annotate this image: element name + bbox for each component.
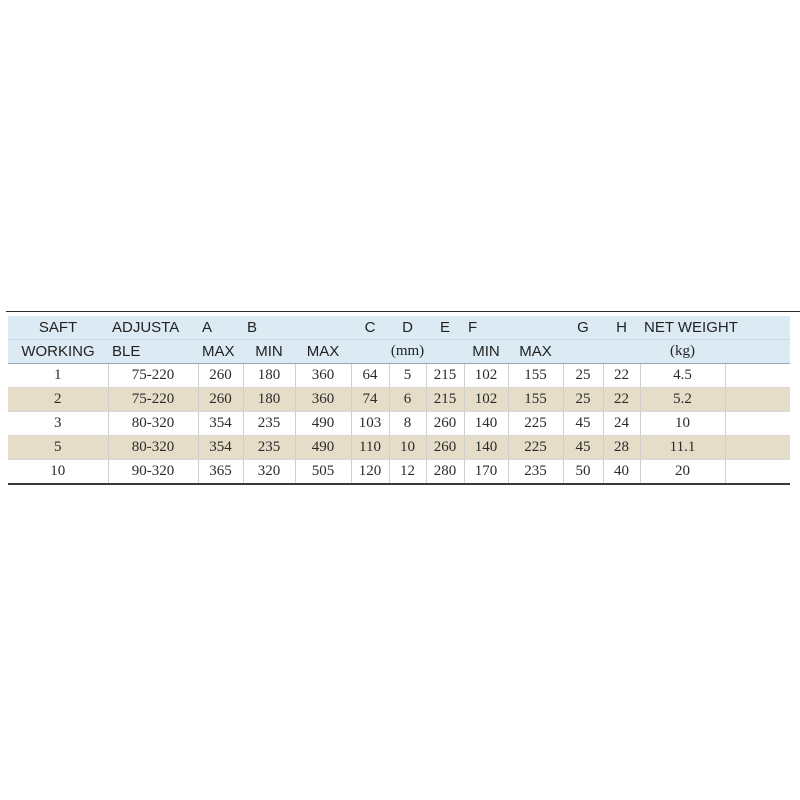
header-empty <box>295 316 351 340</box>
header-c: C <box>351 316 389 340</box>
header-b: B <box>243 316 295 340</box>
cell-g: 25 <box>563 364 603 388</box>
header-a: A <box>198 316 243 340</box>
header-d: D <box>389 316 426 340</box>
header-b-min: MIN <box>243 340 295 364</box>
cell-d: 8 <box>389 412 426 436</box>
header-empty <box>508 316 563 340</box>
table-row <box>8 412 790 436</box>
cell-saft-working: 5 <box>8 436 108 460</box>
cell-g: 50 <box>563 460 603 485</box>
cell-net-weight: 11.1 <box>640 436 725 460</box>
cell-f-min: 170 <box>464 460 508 485</box>
header-empty <box>563 340 603 364</box>
cell-empty <box>725 364 790 388</box>
cell-c: 74 <box>351 388 389 412</box>
cell-b-max: 490 <box>295 412 351 436</box>
header-row-1 <box>8 316 790 340</box>
cell-d: 6 <box>389 388 426 412</box>
header-kg-unit: (kg) <box>640 340 725 364</box>
cell-e: 260 <box>426 412 464 436</box>
table-row <box>8 364 790 388</box>
cell-h: 22 <box>603 388 640 412</box>
header-row-2 <box>8 340 790 364</box>
cell-e: 215 <box>426 364 464 388</box>
cell-f-min: 140 <box>464 412 508 436</box>
cell-d: 5 <box>389 364 426 388</box>
cell-c: 120 <box>351 460 389 485</box>
cell-saft-working: 2 <box>8 388 108 412</box>
cell-d: 10 <box>389 436 426 460</box>
header-empty <box>725 340 790 364</box>
cell-g: 45 <box>563 436 603 460</box>
cell-b-max: 360 <box>295 364 351 388</box>
cell-adjustable: 75-220 <box>108 364 198 388</box>
cell-e: 260 <box>426 436 464 460</box>
header-b-max: MAX <box>295 340 351 364</box>
table-top-rule <box>6 311 800 312</box>
cell-empty <box>725 388 790 412</box>
cell-a-max: 354 <box>198 436 243 460</box>
cell-h: 24 <box>603 412 640 436</box>
cell-f-max: 225 <box>508 412 563 436</box>
header-adjusta: ADJUSTA <box>108 316 198 340</box>
cell-d: 12 <box>389 460 426 485</box>
cell-a-max: 365 <box>198 460 243 485</box>
table-row <box>8 460 790 485</box>
cell-empty <box>725 412 790 436</box>
header-net-weight: NET WEIGHT <box>640 316 790 340</box>
cell-net-weight: 20 <box>640 460 725 485</box>
cell-empty <box>725 436 790 460</box>
cell-g: 25 <box>563 388 603 412</box>
header-h: H <box>603 316 640 340</box>
cell-f-max: 235 <box>508 460 563 485</box>
cell-f-min: 140 <box>464 436 508 460</box>
cell-h: 22 <box>603 364 640 388</box>
cell-net-weight: 4.5 <box>640 364 725 388</box>
cell-adjustable: 90-320 <box>108 460 198 485</box>
cell-b-min: 235 <box>243 436 295 460</box>
cell-b-min: 320 <box>243 460 295 485</box>
header-f-max: MAX <box>508 340 563 364</box>
cell-b-max: 490 <box>295 436 351 460</box>
header-empty <box>603 340 640 364</box>
cell-h: 28 <box>603 436 640 460</box>
header-g: G <box>563 316 603 340</box>
cell-f-min: 102 <box>464 364 508 388</box>
header-saft: SAFT <box>8 316 108 340</box>
table-row <box>8 436 790 460</box>
header-mm-unit: (mm) <box>351 340 464 364</box>
table-row <box>8 388 790 412</box>
cell-b-min: 180 <box>243 364 295 388</box>
cell-e: 280 <box>426 460 464 485</box>
header-e: E <box>426 316 464 340</box>
cell-b-min: 235 <box>243 412 295 436</box>
cell-a-max: 354 <box>198 412 243 436</box>
header-a-max: MAX <box>198 340 243 364</box>
cell-c: 64 <box>351 364 389 388</box>
cell-f-min: 102 <box>464 388 508 412</box>
cell-g: 45 <box>563 412 603 436</box>
cell-b-max: 505 <box>295 460 351 485</box>
cell-f-max: 155 <box>508 388 563 412</box>
cell-saft-working: 1 <box>8 364 108 388</box>
cell-empty <box>725 460 790 485</box>
spec-table <box>8 316 790 485</box>
cell-adjustable: 75-220 <box>108 388 198 412</box>
cell-c: 103 <box>351 412 389 436</box>
cell-saft-working: 10 <box>8 460 108 485</box>
cell-b-min: 180 <box>243 388 295 412</box>
cell-f-max: 155 <box>508 364 563 388</box>
cell-f-max: 225 <box>508 436 563 460</box>
cell-a-max: 260 <box>198 364 243 388</box>
header-working: WORKING <box>8 340 108 364</box>
header-f: F <box>464 316 508 340</box>
cell-net-weight: 10 <box>640 412 725 436</box>
header-f-min: MIN <box>464 340 508 364</box>
cell-a-max: 260 <box>198 388 243 412</box>
cell-saft-working: 3 <box>8 412 108 436</box>
cell-adjustable: 80-320 <box>108 436 198 460</box>
cell-e: 215 <box>426 388 464 412</box>
cell-net-weight: 5.2 <box>640 388 725 412</box>
cell-b-max: 360 <box>295 388 351 412</box>
cell-adjustable: 80-320 <box>108 412 198 436</box>
cell-h: 40 <box>603 460 640 485</box>
header-ble: BLE <box>108 340 198 364</box>
cell-c: 110 <box>351 436 389 460</box>
